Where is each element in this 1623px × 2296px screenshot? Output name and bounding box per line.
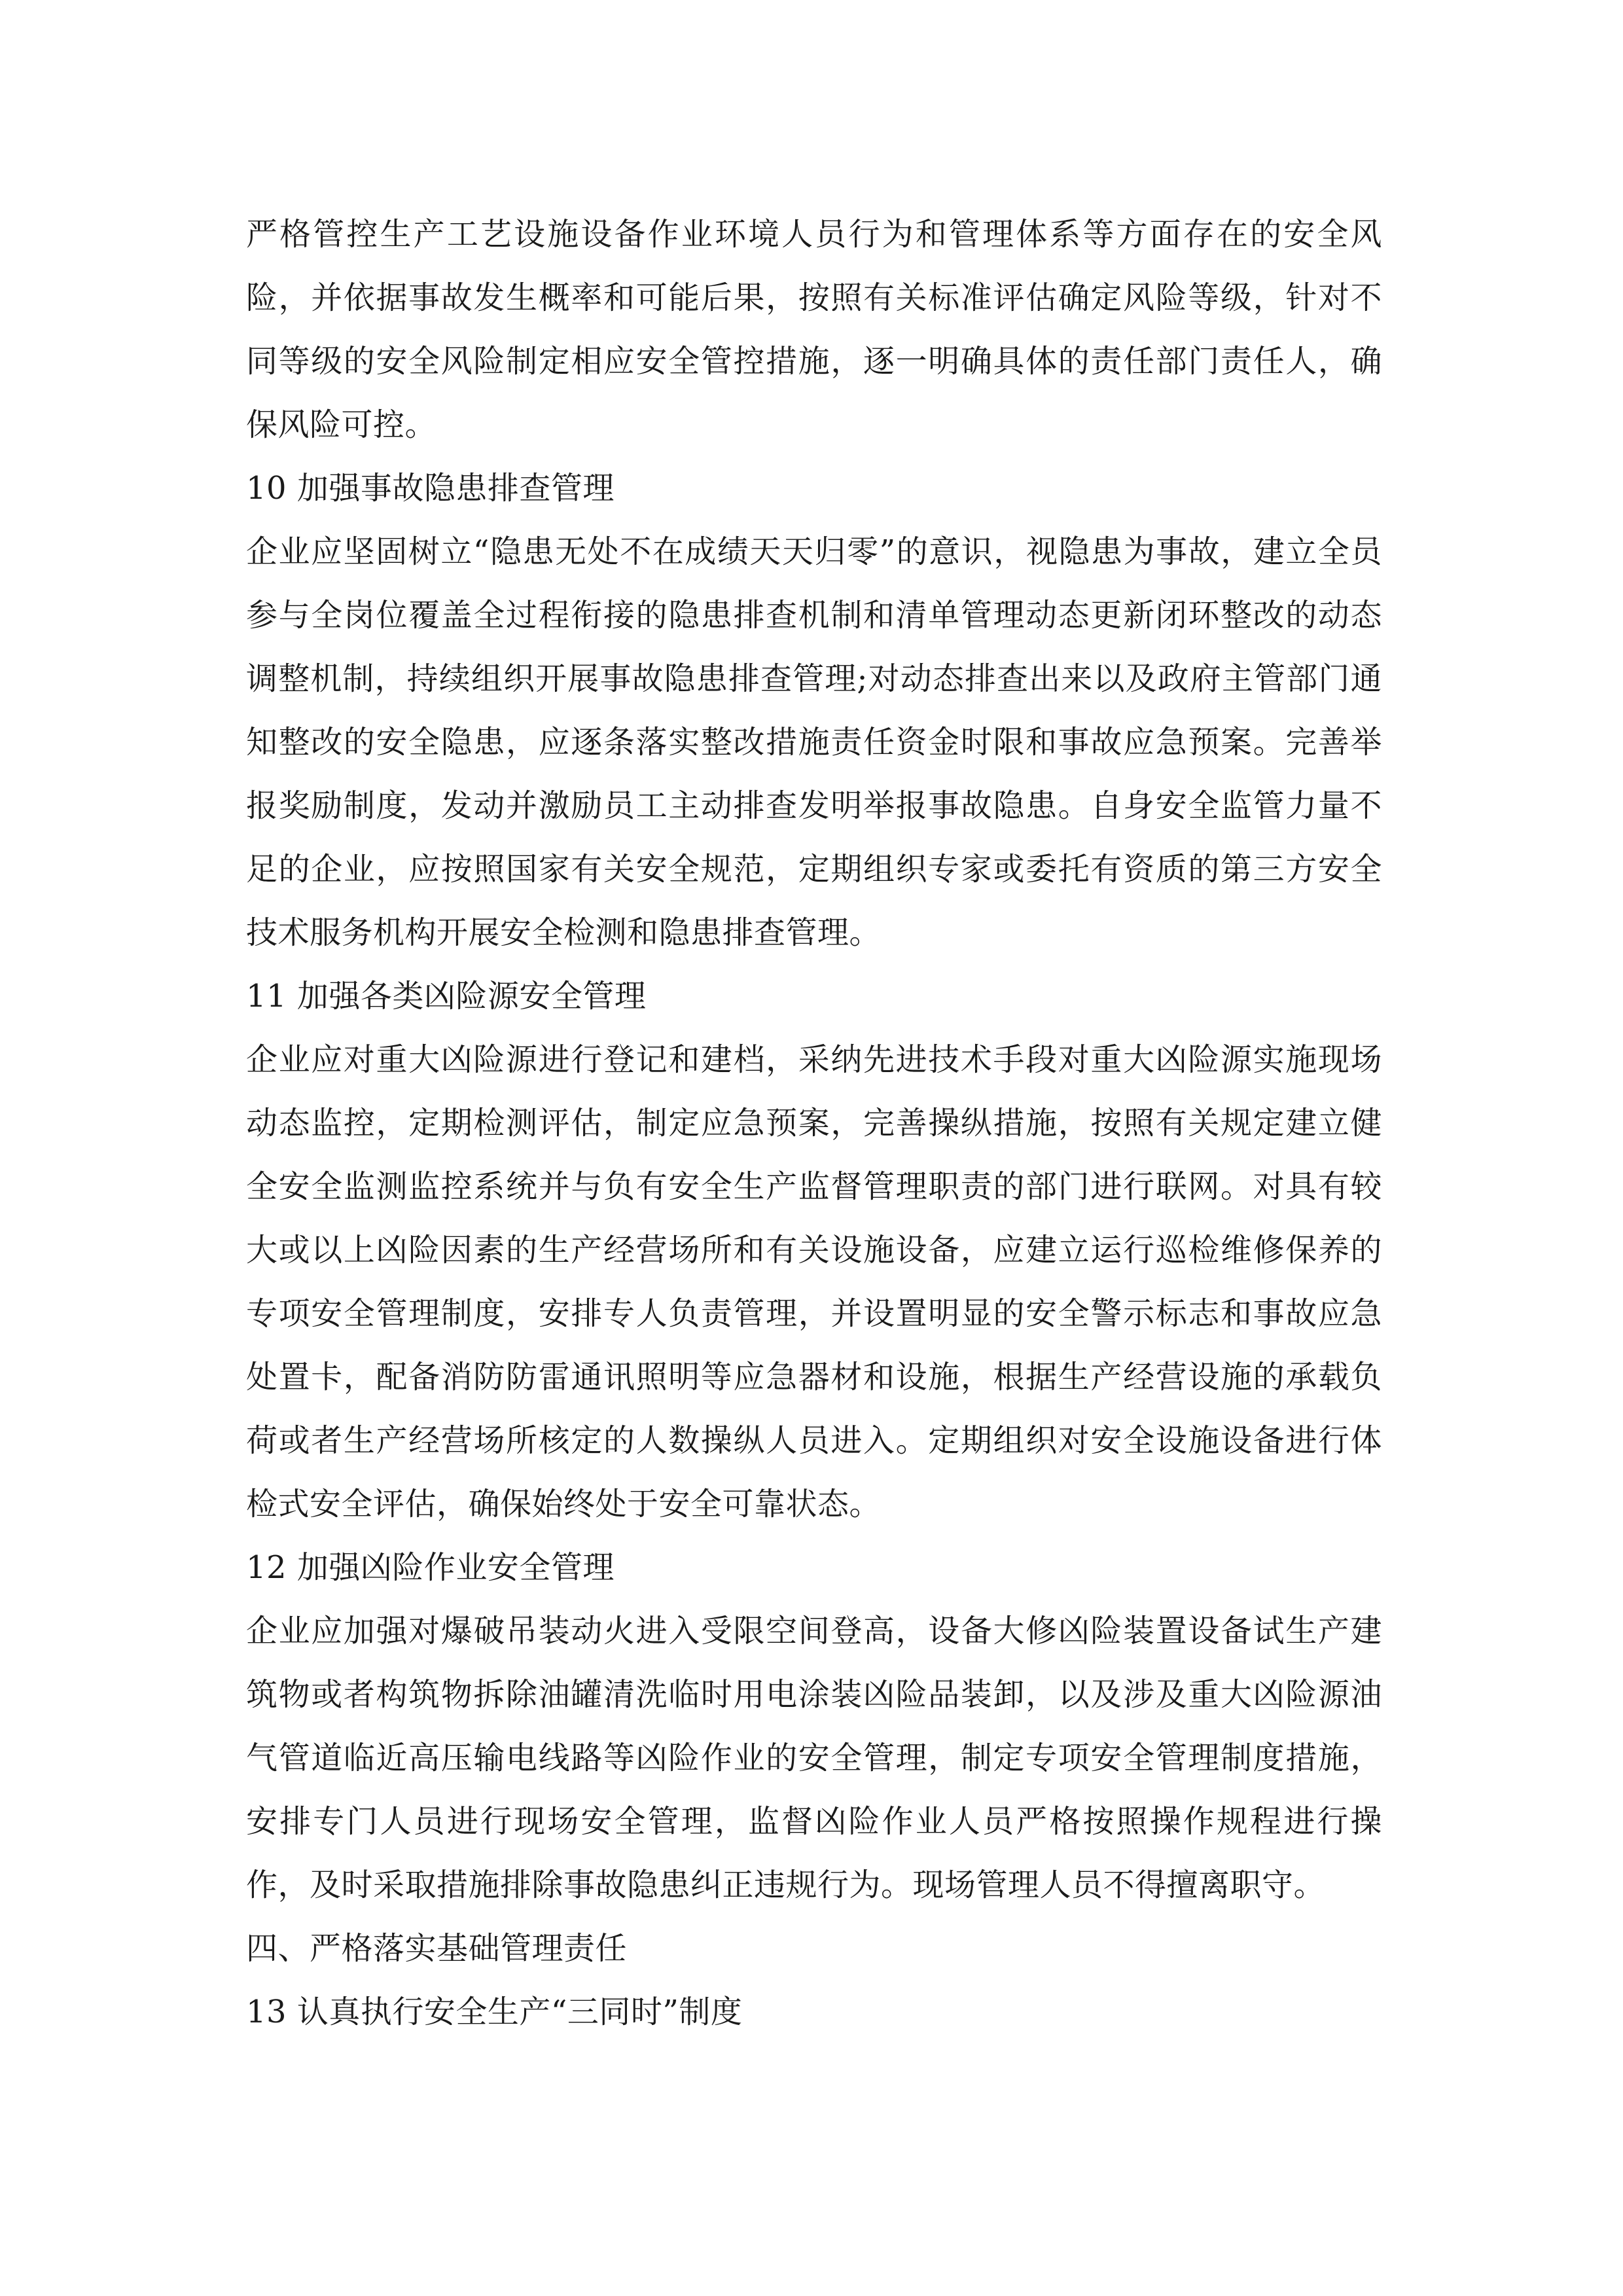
document-body: [246, 203, 1382, 2044]
paragraph-dangerous-work: 企业应加强对爆破吊装动火进入受限空间登高，设备大修凶险装置设备试生产建筑物或者构筑物拆除油罐清洗临时用电涂装凶险品装卸，以及涉及重大凶险源油气管道临近高压输电线路等凶险作业的安全管理，制定专项安全管理制度措施，安排专门人员进行现场安全管理，监督凶险作业人员严格按照操作规程进行操作，及时采取措施排除事故隐患纠正违规行为。现场管理人员不得擅离职守。: [246, 1613, 1382, 1903]
paragraph-hazard-inspection: 企业应坚固树立“隐患无处不在成绩天天归零”的意识，视隐患为事故，建立全员参与全岗位覆盖全过程衔接的隐患排查机制和清单管理动态更新闭环整改的动态调整机制，持续组织开展事故隐患排查管理;对动态排查出来以及政府主管部门通知整改的安全隐患，应逐条落实整改措施责任资金时限和事故应急预案。完善举报奖励制度，发动并激励员工主动排查发明举报事故隐患。自身安全监管力量不足的企业，应按照国家有关安全规范，定期组织专家或委托有资质的第三方安全技术服务机构开展安全检测和隐患排查管理。: [246, 533, 1382, 951]
section-heading-10: 10 加强事故隐患排查管理: [246, 470, 615, 507]
section-heading-12: 12 加强凶险作业安全管理: [246, 1549, 615, 1586]
section-heading-11: 11 加强各类凶险源安全管理: [246, 978, 647, 1014]
paragraph-hazard-source: 企业应对重大凶险源进行登记和建档，采纳先进技术手段对重大凶险源实施现场动态监控，定期检测评估，制定应急预案，完善操纵措施，按照有关规定建立健全安全监测监控系统并与负有安全生产监督管理职责的部门进行联网。对具有较大或以上凶险因素的生产经营场所和有关设施设备，应建立运行巡检维修保养的专项安全管理制度，安排专人负责管理，并设置明显的安全警示标志和事故应急处置卡，配备消防防雷通讯照明等应急器材和设施，根据生产经营设施的承载负荷或者生产经营场所核定的人数操纵人员进入。定期组织对安全设施设备进行体检式安全评估，确保始终处于安全可靠状态。: [246, 1041, 1382, 1522]
chapter-heading-4: 四、严格落实基础管理责任: [246, 1930, 628, 1967]
paragraph-risk-control: 严格管控生产工艺设施设备作业环境人员行为和管理体系等方面存在的安全风险，并依据事故发生概率和可能后果，按照有关标准评估确定风险等级，针对不同等级的安全风险制定相应安全管控措施，逐一明确具体的责任部门责任人，确保风险可控。: [246, 216, 1382, 443]
section-heading-13: 13 认真执行安全生产“三同时”制度: [246, 1994, 743, 2030]
